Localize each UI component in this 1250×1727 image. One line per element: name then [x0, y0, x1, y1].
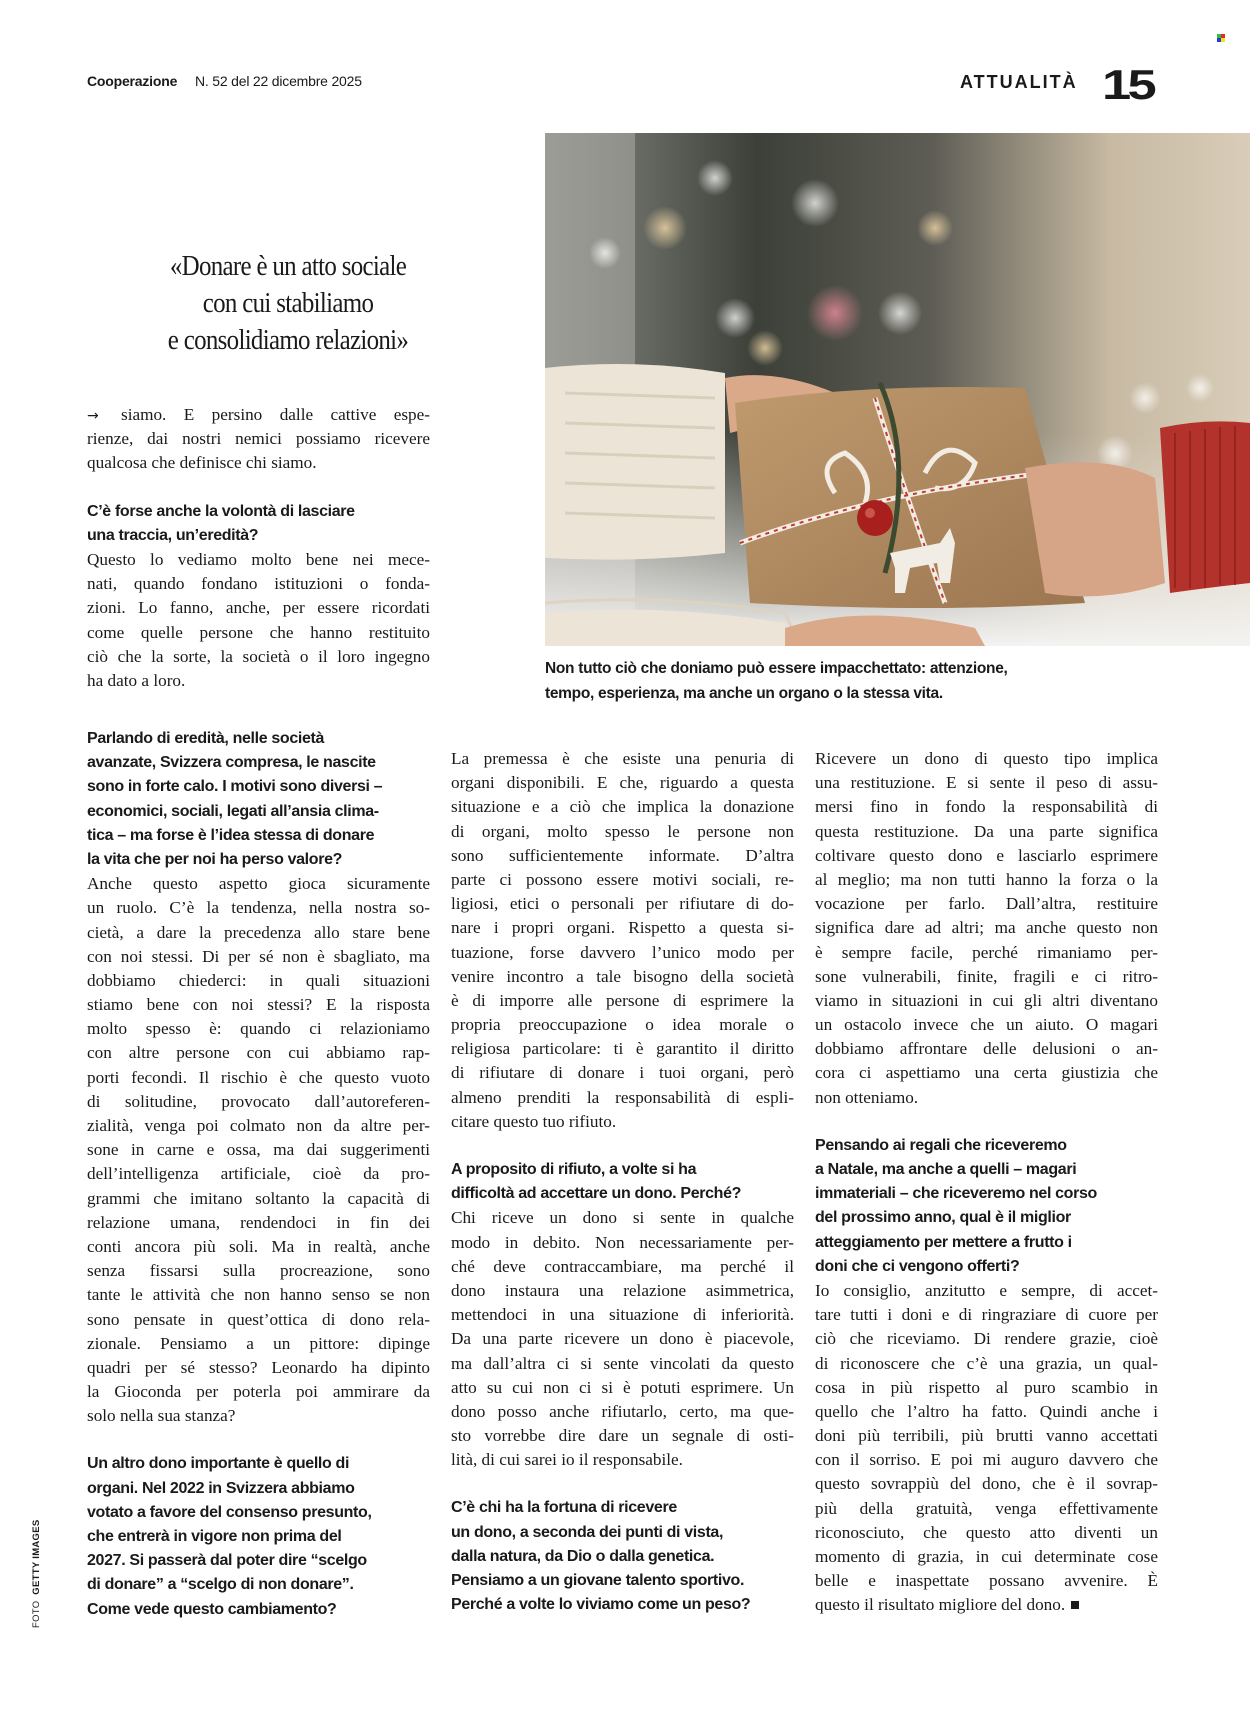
answer-line: con il sorriso. E poi mi auguro davvero che	[815, 1450, 1158, 1470]
photo-caption	[545, 656, 1245, 706]
question-line: Perché a volte lo viviamo come un peso?	[451, 1596, 751, 1614]
answer-line: doni più terribili, più brutti vanno accettati	[815, 1426, 1158, 1446]
gift-exchange-image	[545, 133, 1250, 646]
answer-line: un ostacolo invece che un aiuto. O magari	[815, 1015, 1158, 1035]
answer-line: lità, di cui sarei io il responsabile.	[451, 1450, 683, 1470]
question-line: 2027. Si passerà dal poter dire “scelgo	[87, 1552, 367, 1570]
pullquote-line: con cui stabiliamo	[202, 287, 374, 319]
question-line: Un altro dono importante è quello di	[87, 1455, 350, 1473]
answer-line: mersi fino in fondo la responsabilità di	[815, 797, 1158, 817]
answer-line: tuazione, forse davvero l’unico modo per	[451, 942, 794, 962]
answer-line: sone vulnerabili, finite, fragili e ci ritro-	[815, 966, 1158, 986]
body-line: qualcosa che definisce chi siamo.	[87, 453, 317, 473]
paragraph-gap	[87, 1428, 430, 1452]
answer-line: La premessa è che esiste una penuria di	[451, 749, 794, 768]
article-column-2	[451, 747, 794, 1617]
intro-column	[87, 403, 430, 693]
answer-line: porti fecondi. Il rischio è che questo vuoto	[87, 1067, 430, 1087]
answer-line: quadri per sé stesso? Leonardo ha dipinto	[87, 1357, 430, 1377]
answer-line: coltivare questo dono e lasciarlo esprimere	[815, 845, 1158, 865]
question-line: votato a favore del consenso presunto,	[87, 1503, 372, 1521]
question-line: che entrerà in vigore non prima del	[87, 1528, 342, 1545]
answer-line: Chi riceve un dono si sente in qualche	[451, 1208, 794, 1228]
answer-line: non otteniamo.	[815, 1087, 919, 1107]
body-line: rienze, dai nostri nemici possiamo ricevere	[87, 429, 430, 449]
answer-line: mettendoci in una situazione di inferiorità.	[451, 1305, 794, 1325]
answer-line: religiosa particolare: ti è garantito il diritto	[451, 1039, 794, 1059]
answer-line: momento di grazia, in cui determinate cose	[815, 1547, 1158, 1566]
question-line: economici, sociali, legati all’ansia clima-	[87, 802, 379, 820]
answer-line: relazione umana, rendendoci in fin dei	[87, 1212, 430, 1232]
credit-label: FOTO	[31, 1600, 42, 1628]
answer-line: più della gratuità, venga effettivamente	[815, 1498, 1158, 1518]
answer-line: una restituzione. E si sente il peso di assu-	[815, 773, 1158, 793]
question-line: A proposito di rifiuto, a volte si ha	[451, 1161, 697, 1178]
pullquote-line: e consolidiamo relazioni»	[167, 324, 409, 356]
question-line: una traccia, un’eredità?	[87, 526, 259, 544]
registration-mark-icon	[1217, 34, 1225, 42]
question-line: organi. Nel 2022 in Svizzera abbiamo	[87, 1479, 355, 1497]
answer-line: di rifiutare di donare i tuoi organi, però	[451, 1063, 794, 1083]
answer-line: al meglio; ma non tutti hanno la forza o la	[815, 869, 1158, 889]
answer-line: dono posso anche rifiutarlo, certo, ma que-	[451, 1401, 794, 1421]
question-line: Parlando di eredità, nelle società	[87, 730, 325, 747]
answer-line: zionale. Pensiamo a un pittore: dipinge	[87, 1333, 430, 1353]
answer-line: ha dato a loro.	[87, 670, 186, 690]
question-line: immateriali – che riceveremo nel corso	[815, 1185, 1097, 1203]
question-line: un dono, a seconda dei punti di vista,	[451, 1523, 724, 1541]
answer-line: significa dare ad altri; ma anche questo non	[815, 918, 1158, 938]
end-of-article-icon	[1071, 1601, 1079, 1609]
answer-line: Io consiglio, anzitutto e sempre, di accet-	[815, 1280, 1158, 1300]
answer-line: parte ci possono essere motivi sociali, re-	[451, 869, 794, 889]
question-line: C’è forse anche la volontà di lasciare	[87, 502, 355, 520]
question-line: atteggiamento per mettere a frutto i	[815, 1233, 1072, 1251]
answer-line: almeno prenditi la responsabilità di espli-	[451, 1087, 794, 1107]
answer-line: modo in debito. Non necessariamente per-	[451, 1232, 794, 1252]
answer-line: grammi che imitano soltanto la capacità di	[87, 1188, 430, 1208]
answer-line: con noi stessi. Di per sé non è sbagliato, ma	[87, 946, 430, 966]
answer-line: dono instaura una relazione asimmetrica,	[451, 1280, 794, 1300]
question-line: dalla natura, da Dio o dalla genetica.	[451, 1547, 715, 1565]
answer-line: molto spesso è: quando ci relazioniamo	[87, 1019, 430, 1039]
question-line: Pensando ai regali che riceveremo	[815, 1136, 1067, 1154]
answer-line: citare questo tuo rifiuto.	[451, 1111, 617, 1131]
answer-line: belle e inaspettate possano avvenire. È	[815, 1571, 1158, 1591]
answer-line: sono pensate in quest’ottica di dono rela-	[87, 1309, 430, 1329]
answer-line: sone in carne e ossa, ma dai suggerimenti	[87, 1140, 430, 1160]
caption-line: Non tutto ciò che doniamo può essere impacchettato: attenzione,	[545, 660, 1008, 677]
answer-line: zialità, venga poi colmato non da altre per-	[87, 1116, 430, 1135]
answer-line: sono sufficientemente informate. D’altra	[451, 845, 794, 865]
answer-line: Questo lo vediamo molto bene nei mece-	[87, 549, 430, 569]
answer-line: nati, quando fondano istituzioni o fonda-	[87, 574, 430, 594]
answer-line: cosa in più rispetto al puro scambio in	[815, 1377, 1158, 1397]
answer-line: quello che l’altro ha fatto. Quindi anche i	[815, 1401, 1158, 1421]
paragraph-gap	[451, 1472, 794, 1496]
answer-line: Da una parte ricevere un dono è piacevole,	[451, 1329, 794, 1349]
magazine-name: Cooperazione	[87, 73, 178, 89]
answer-line: ciò che riceviamo. Di rendere grazie, cioè	[815, 1329, 1158, 1349]
question-line: di donare” a “scelgo di non donare”.	[87, 1576, 354, 1594]
answer-line: propria preoccupazione o idea morale o	[451, 1015, 794, 1035]
pullquote-line: «Donare è un atto sociale	[169, 250, 407, 282]
answer-line: dobbiamo affrontare delle delusioni o an-	[815, 1039, 1158, 1059]
answer-line: venire incontro a tale bisogno della società	[451, 966, 794, 986]
answer-line: la Gioconda per poterla poi ammirare da	[87, 1382, 430, 1402]
answer-line: vocazione per farlo. Dall’altra, restituire	[815, 894, 1158, 914]
answer-line: dobbiamo chiederci: in quali situazioni	[87, 970, 430, 990]
question-line: C’è chi ha la fortuna di ricevere	[451, 1499, 677, 1517]
answer-line: ciò che la sorte, la società o il loro ingegno	[87, 646, 430, 666]
question-line: Pensiamo a un giovane talento sportivo.	[451, 1572, 745, 1589]
answer-line: questo sovrappiù del dono, che è il sovrap-	[815, 1474, 1158, 1494]
answer-line: un ruolo. C’è la tendenza, nella nostra so-	[87, 898, 430, 918]
continuation-arrow-icon: →	[87, 408, 99, 424]
section-title: ATTUALITÀ	[960, 72, 1078, 92]
answer-line: organi disponibili. E che, riguardo a questa	[451, 773, 794, 793]
answer-line: sto vorrebbe dire dare un segnale di osti-	[451, 1426, 794, 1446]
answer-line: ligiosi, etici o personali per rifiutare di do-	[451, 894, 794, 914]
answer-line: con altre persone con cui abbiamo rap-	[87, 1043, 430, 1063]
answer-line: è di imporre alle persone di esprimere la	[451, 990, 794, 1010]
answer-line: questa restituzione. Da una parte significa	[815, 821, 1158, 841]
answer-line: cietà, a dare la precedenza allo stare bene	[87, 922, 430, 942]
page-number: 15	[1102, 61, 1153, 108]
answer-line: cora ci aspettiamo una certa giustizia che	[815, 1063, 1158, 1083]
answer-line: dell’intelligenza artificiale, cioè da pro-	[87, 1164, 430, 1184]
answer-line: è sempre facile, perché rimaniamo per-	[815, 942, 1158, 962]
question-line: la vita che per noi ha perso valore?	[87, 850, 343, 868]
credit-source: GETTY IMAGES	[31, 1519, 42, 1595]
article-photo	[545, 133, 1250, 646]
paragraph-gap	[815, 1110, 1158, 1134]
answer-line: zioni. Lo fanno, anche, per essere ricordati	[87, 598, 430, 618]
issue-info: N. 52 del 22 dicembre 2025	[195, 73, 362, 89]
answer-line: ma dall’altra ci si sente vincolati da questo	[451, 1353, 794, 1373]
question-line: doni che ci vengono offerti?	[815, 1257, 1020, 1275]
question-line: avanzate, Svizzera compresa, le nascite	[87, 754, 376, 772]
photo-credit	[31, 1519, 42, 1628]
answer-line: solo nella sua stanza?	[87, 1406, 236, 1426]
answer-line: stiamo bene con noi stessi? E la risposta	[87, 995, 430, 1015]
answer-line: nare i propri organi. Rispetto a questa si-	[451, 918, 794, 938]
answer-line: ché deve contraccambiare, ma perché il	[451, 1256, 794, 1276]
answer-line: di solitudine, provocato dall’autoreferen-	[87, 1091, 430, 1111]
answer-line: come quelle persone che hanno restituito	[87, 622, 430, 642]
answer-line: Anche questo aspetto gioca sicuramente	[87, 874, 430, 894]
answer-line: tare tutti i doni e di ringraziare di cuore per	[815, 1305, 1158, 1325]
answer-line: riconosciuto, che questo atto diventi un	[815, 1522, 1158, 1542]
article-column-1	[87, 727, 430, 1622]
question-line: sono in forte calo. I motivi sono diversi –	[87, 778, 383, 796]
answer-line: Ricevere un dono di questo tipo implica	[815, 749, 1158, 768]
question-line: tica – ma forse è l’idea stessa di donare	[87, 826, 375, 844]
answer-line: di organi, molto spesso le persone non	[451, 821, 794, 841]
answer-line: viamo in situazioni in cui gli altri diventano	[815, 990, 1158, 1010]
answer-line: situazione e a ciò che implica la donazione	[451, 797, 794, 817]
pullquote	[116, 248, 460, 359]
caption-line: tempo, esperienza, ma anche un organo o la stessa vita.	[545, 685, 943, 702]
question-line: difficoltà ad accettare un dono. Perché?	[451, 1185, 742, 1203]
answer-line: questo il risultato migliore del dono.	[815, 1593, 1158, 1617]
answer-line: conti ancora più soli. Ma in realtà, anche	[87, 1236, 430, 1256]
answer-line: atto su cui non ci si è potuti esprimere. Un	[451, 1377, 794, 1397]
question-line: a Natale, ma anche a quelli – magari	[815, 1161, 1077, 1178]
question-line: Come vede questo cambiamento?	[87, 1600, 337, 1618]
answer-line: tante le attività che non hanno senso se non	[87, 1285, 430, 1305]
body-line: → siamo. E persino dalle cattive espe-	[87, 403, 430, 427]
article-column-3	[815, 747, 1158, 1618]
answer-line: di riconoscere che c’è una grazia, un qual-	[815, 1353, 1158, 1373]
answer-line: senza fissarsi sulla procreazione, sono	[87, 1261, 430, 1281]
paragraph-gap	[451, 1134, 794, 1158]
question-line: del prossimo anno, qual è il miglior	[815, 1209, 1071, 1227]
